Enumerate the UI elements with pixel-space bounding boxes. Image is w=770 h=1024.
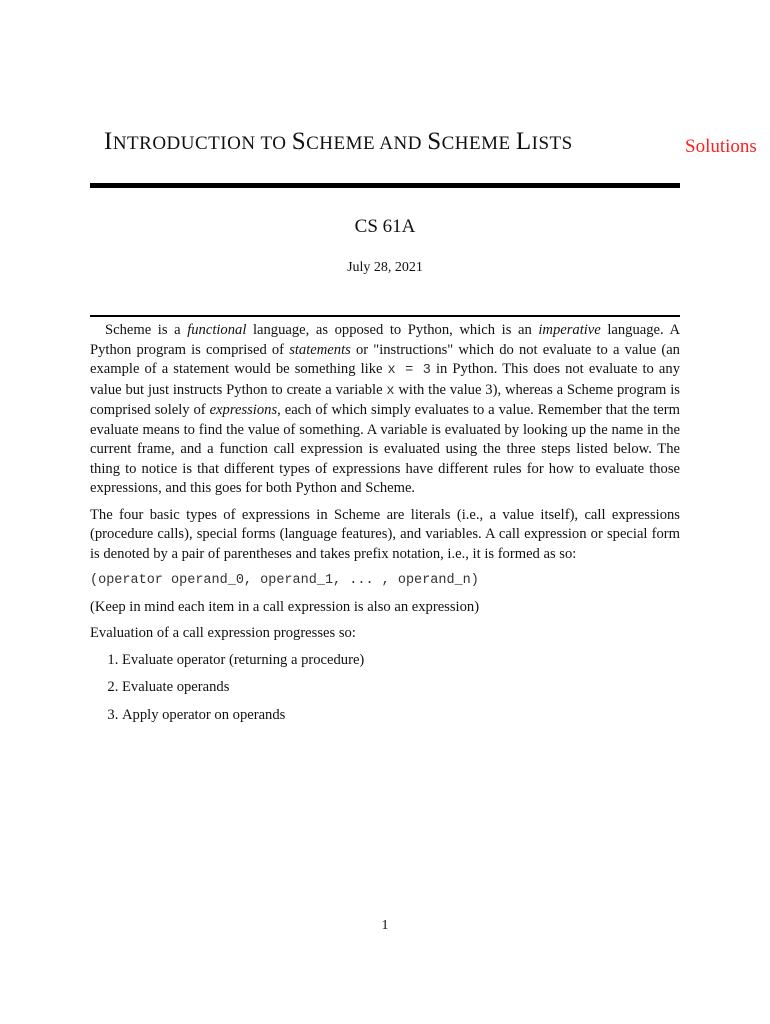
title-part: CHEME AND xyxy=(306,133,428,154)
text-segment: in Python. This does not evaluate to any value but just instructs Python to create a variable xyxy=(90,361,680,398)
emphasis-text: imperative xyxy=(538,322,601,338)
text-segment: , each of which simply evaluates to a value. Remember that the term evaluate means to find the value of something. A variable is evaluated by looking up the name in the current frame, and a function call expression is evaluated using the three steps listed below. The thing to notice is that different types of expressions have different rules for how to evaluate those expressions, and this goes for both Python and Scheme. xyxy=(90,402,680,496)
emphasis-text: statements xyxy=(289,341,351,358)
document-body xyxy=(90,321,680,733)
title-part: NTRODUCTION TO xyxy=(112,133,292,154)
note-paragraph: (Keep in mind each item in a call expression is also an expression) xyxy=(90,598,480,615)
page-number: 1 xyxy=(381,918,389,933)
solutions-label: Solutions xyxy=(685,136,757,157)
inline-code: x xyxy=(386,383,395,399)
text-segment: Scheme is a xyxy=(105,322,188,338)
emphasis-text: functional xyxy=(187,322,247,338)
text-segment: language, as opposed to Python, which is an xyxy=(246,322,539,338)
document-date: July 28, 2021 xyxy=(347,260,423,275)
text-segment: with the value 3), whereas a Scheme program is comprised solely of xyxy=(90,381,680,418)
list-item: 3. Apply operator on operands xyxy=(122,706,680,726)
header-rule xyxy=(90,315,680,317)
document-title xyxy=(104,128,573,156)
inline-code: x = 3 xyxy=(387,363,431,378)
text-segment: language. A Python program is comprised of xyxy=(90,322,681,358)
evaluation-intro: Evaluation of a call expression progresses so: xyxy=(90,625,356,641)
title-rule xyxy=(90,183,680,188)
title-part: S xyxy=(291,128,307,155)
title-part: S xyxy=(427,128,442,155)
list-item: 1. Evaluate operator (returning a procedure) xyxy=(122,651,680,671)
text-segment: or "instructions" which do not evaluate to a value (an example of a statement would be something like xyxy=(90,341,680,377)
intro-paragraph xyxy=(90,321,680,499)
expression-types-paragraph: The four basic types of expressions in Scheme are literals (i.e., a value itself), call expressions (procedure calls), special forms (language features), and variables. A call expression or special form is denoted by a pair of parentheses and takes prefix notation, i.e., it is formed as so: xyxy=(90,506,680,562)
title-part: CHEME xyxy=(441,133,516,154)
title-part: ISTS xyxy=(531,133,573,154)
title-part: I xyxy=(104,128,113,155)
evaluation-steps xyxy=(90,651,680,726)
call-expression-syntax: (operator operand_0, operand_1, ... , operand_n) xyxy=(90,573,479,588)
course-name: CS 61A xyxy=(354,216,416,237)
title-part: L xyxy=(515,128,532,155)
list-item: 2. Evaluate operands xyxy=(122,678,680,698)
emphasis-text: expressions xyxy=(209,402,278,418)
